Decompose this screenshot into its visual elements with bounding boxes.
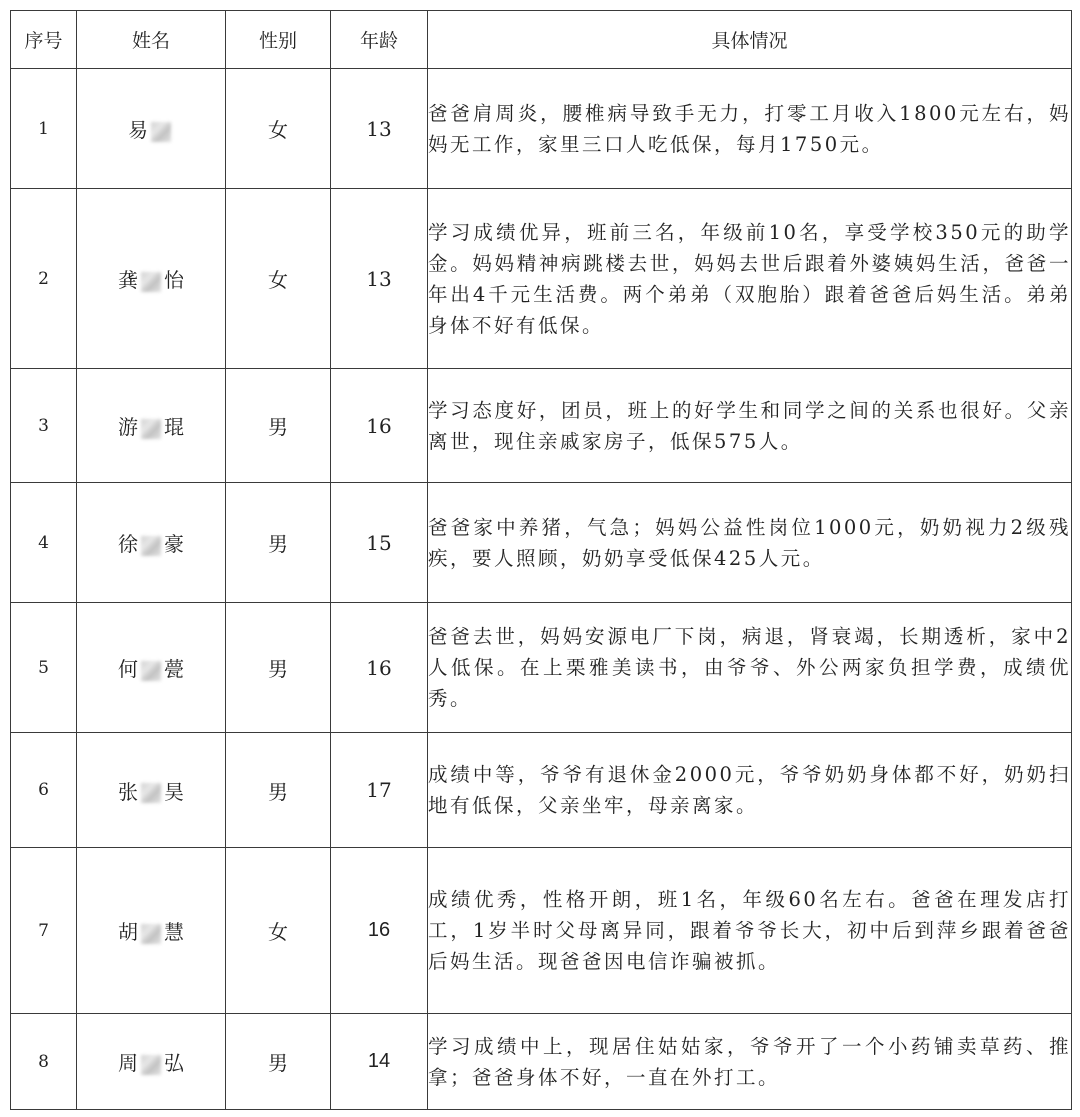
age-cell: 16 [331,603,428,733]
name-cell [77,603,226,733]
detail-cell: 爸爸肩周炎，腰椎病导致手无力，打零工月收入1800元左右，妈妈无工作，家里三口人吃低保，每月1750元。 [428,69,1072,189]
header-detail: 具体情况 [428,11,1072,69]
seq-cell: 8 [11,1014,77,1110]
detail-cell: 成绩优秀，性格开朗，班1名，年级60名左右。爸爸在理发店打工，1岁半时父母离异同，跟着爷爷长大，初中后到萍乡跟着爸爸后妈生活。现爸爸因电信诈骗被抓。 [428,848,1072,1014]
name-cell [77,1014,226,1110]
surname: 易 [128,118,148,142]
gender-cell: 女 [226,189,331,369]
detail-cell: 学习态度好，团员，班上的好学生和同学之间的关系也很好。父亲离世，现住亲戚家房子，低保575人。 [428,369,1072,483]
table-row [11,69,1072,189]
detail-cell: 成绩中等，爷爷有退休金2000元，爷爷奶奶身体都不好，奶奶扫地有低保，父亲坐牢，母亲离家。 [428,733,1072,848]
detail-cell: 爸爸去世，妈妈安源电厂下岗，病退，肾衰竭，长期透析，家中2人低保。在上栗雅美读书，由爷爷、外公两家负担学费，成绩优秀。 [428,603,1072,733]
gender-cell: 男 [226,733,331,848]
seq-cell: 7 [11,848,77,1014]
table-row [11,369,1072,483]
detail-cell: 爸爸家中养猪，气急；妈妈公益性岗位1000元，奶奶视力2级残疾，要人照顾，奶奶享受低保425人元。 [428,483,1072,603]
redacted-name-blur [141,924,161,944]
age-cell: 13 [331,69,428,189]
surname: 何 [118,657,138,681]
name-cell [77,69,226,189]
table-row [11,848,1072,1014]
gender-cell: 男 [226,483,331,603]
seq-cell: 2 [11,189,77,369]
gender-cell: 女 [226,848,331,1014]
table-row [11,1014,1072,1110]
given-name: 豪 [164,532,184,556]
age-cell: 16 [331,848,428,1014]
name-cell [77,369,226,483]
age-cell: 15 [331,483,428,603]
surname: 徐 [118,532,138,556]
name-cell [77,733,226,848]
redacted-name-blur [141,783,161,803]
surname: 周 [118,1051,138,1075]
redacted-name-blur [141,536,161,556]
redacted-name-blur [141,272,161,292]
gender-cell: 男 [226,603,331,733]
age-cell: 13 [331,189,428,369]
table-row [11,603,1072,733]
header-name: 姓名 [77,11,226,69]
gender-cell: 男 [226,1014,331,1110]
table-row [11,189,1072,369]
surname: 游 [118,415,138,439]
detail-cell: 学习成绩优异，班前三名，年级前10名，享受学校350元的助学金。妈妈精神病跳楼去世，妈妈去世后跟着外婆姨妈生活，爸爸一年出4千元生活费。两个弟弟（双胞胎）跟着爸爸后妈生活。弟弟身体不好有低保。 [428,189,1072,369]
seq-cell: 5 [11,603,77,733]
name-cell [77,848,226,1014]
student-info-table [10,10,1072,1110]
seq-cell: 3 [11,369,77,483]
given-name: 怡 [164,268,184,292]
header-row [11,11,1072,69]
given-name: 甍 [164,657,184,681]
gender-cell: 女 [226,69,331,189]
given-name: 琨 [164,415,184,439]
header-seq: 序号 [11,11,77,69]
name-cell [77,189,226,369]
table-row [11,733,1072,848]
surname: 张 [118,779,138,804]
name-cell [77,483,226,603]
age-cell: 16 [331,369,428,483]
seq-cell: 6 [11,733,77,848]
header-age: 年龄 [331,11,428,69]
seq-cell: 1 [11,69,77,189]
detail-cell: 学习成绩中上，现居住姑姑家，爷爷开了一个小药铺卖草药、推拿；爸爸身体不好，一直在外打工。 [428,1014,1072,1110]
surname: 胡 [118,920,138,944]
age-cell: 17 [331,733,428,848]
header-gender: 性别 [226,11,331,69]
age-cell: 14 [331,1014,428,1110]
redacted-name-blur [141,661,161,681]
gender-cell: 男 [226,369,331,483]
given-name: 慧 [164,920,184,944]
given-name: 弘 [164,1051,184,1075]
table-row [11,483,1072,603]
redacted-name-blur [141,1055,161,1075]
redacted-name-blur [151,122,171,142]
surname: 龚 [118,268,138,292]
seq-cell: 4 [11,483,77,603]
redacted-name-blur [141,419,161,439]
given-name: 昊 [164,779,184,804]
